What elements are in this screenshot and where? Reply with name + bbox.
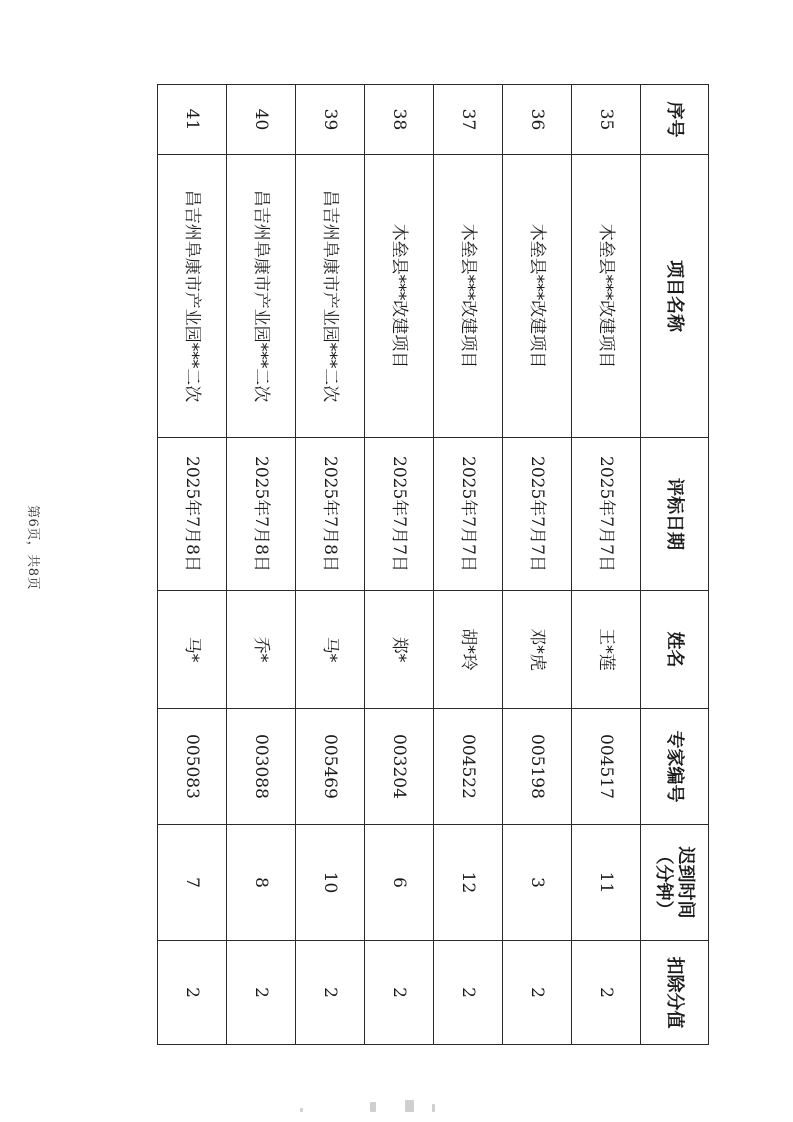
cell-late-minutes: 7 <box>158 825 227 941</box>
cell-late-minutes: 6 <box>365 825 434 941</box>
cell-expert-code: 005083 <box>158 709 227 825</box>
cell-project-name: 木垒县***改建项目 <box>503 155 572 438</box>
cell-seq: 39 <box>296 85 365 155</box>
table-row <box>503 85 572 1045</box>
cell-project-name: 木垒县***改建项目 <box>434 155 503 438</box>
scan-speck <box>300 1108 303 1112</box>
header-seq: 序号 <box>641 85 709 155</box>
header-review-date: 评标日期 <box>641 438 709 591</box>
cell-late-minutes: 10 <box>296 825 365 941</box>
table-header-row <box>641 85 709 1045</box>
cell-late-minutes: 8 <box>227 825 296 941</box>
header-expert-name: 姓名 <box>641 591 709 709</box>
cell-expert-code: 005198 <box>503 709 572 825</box>
cell-review-date: 2025年7月8日 <box>296 438 365 591</box>
cell-review-date: 2025年7月7日 <box>572 438 641 591</box>
header-project-name: 项目名称 <box>641 155 709 438</box>
cell-expert-name: 乔* <box>227 591 296 709</box>
cell-seq: 37 <box>434 85 503 155</box>
table-row <box>365 85 434 1045</box>
cell-expert-name: 胡*玲 <box>434 591 503 709</box>
table-row <box>227 85 296 1045</box>
header-late-minutes: 迟到时间（分钟） <box>641 825 709 941</box>
cell-review-date: 2025年7月7日 <box>365 438 434 591</box>
cell-project-name: 木垒县***改建项目 <box>365 155 434 438</box>
cell-expert-name: 马* <box>158 591 227 709</box>
cell-deduction: 2 <box>572 941 641 1045</box>
cell-deduction: 2 <box>503 941 572 1045</box>
scan-speck <box>432 1104 435 1112</box>
cell-review-date: 2025年7月7日 <box>503 438 572 591</box>
cell-project-name: 木垒县***改建项目 <box>572 155 641 438</box>
scan-speck <box>405 1100 414 1112</box>
header-expert-code: 专家编号 <box>641 709 709 825</box>
table-row <box>572 85 641 1045</box>
cell-expert-name: 邓*虎 <box>503 591 572 709</box>
cell-late-minutes: 3 <box>503 825 572 941</box>
cell-seq: 35 <box>572 85 641 155</box>
table-row <box>158 85 227 1045</box>
cell-expert-name: 郑* <box>365 591 434 709</box>
cell-late-minutes: 12 <box>434 825 503 941</box>
cell-project-name: 昌吉州阜康市产业园***二次 <box>158 155 227 438</box>
cell-review-date: 2025年7月8日 <box>227 438 296 591</box>
page-number-label: 第6页，共8页 <box>25 505 40 591</box>
cell-deduction: 2 <box>158 941 227 1045</box>
header-deduction: 扣除分值 <box>641 941 709 1045</box>
rotated-table-container <box>157 84 709 1044</box>
cell-project-name: 昌吉州阜康市产业园***二次 <box>296 155 365 438</box>
cell-seq: 40 <box>227 85 296 155</box>
cell-deduction: 2 <box>296 941 365 1045</box>
cell-project-name: 昌吉州阜康市产业园***二次 <box>227 155 296 438</box>
cell-deduction: 2 <box>434 941 503 1045</box>
cell-review-date: 2025年7月8日 <box>158 438 227 591</box>
cell-expert-code: 003088 <box>227 709 296 825</box>
cell-late-minutes: 11 <box>572 825 641 941</box>
cell-expert-code: 003204 <box>365 709 434 825</box>
page-footer <box>20 505 44 685</box>
cell-seq: 41 <box>158 85 227 155</box>
cell-seq: 38 <box>365 85 434 155</box>
cell-review-date: 2025年7月7日 <box>434 438 503 591</box>
cell-expert-name: 王*莲 <box>572 591 641 709</box>
cell-deduction: 2 <box>227 941 296 1045</box>
scan-speck <box>370 1102 376 1112</box>
lateness-deduction-table <box>157 84 709 1045</box>
cell-expert-code: 004522 <box>434 709 503 825</box>
table-row <box>296 85 365 1045</box>
cell-expert-name: 马* <box>296 591 365 709</box>
cell-expert-code: 005469 <box>296 709 365 825</box>
cell-deduction: 2 <box>365 941 434 1045</box>
table-row <box>434 85 503 1045</box>
cell-expert-code: 004517 <box>572 709 641 825</box>
cell-seq: 36 <box>503 85 572 155</box>
